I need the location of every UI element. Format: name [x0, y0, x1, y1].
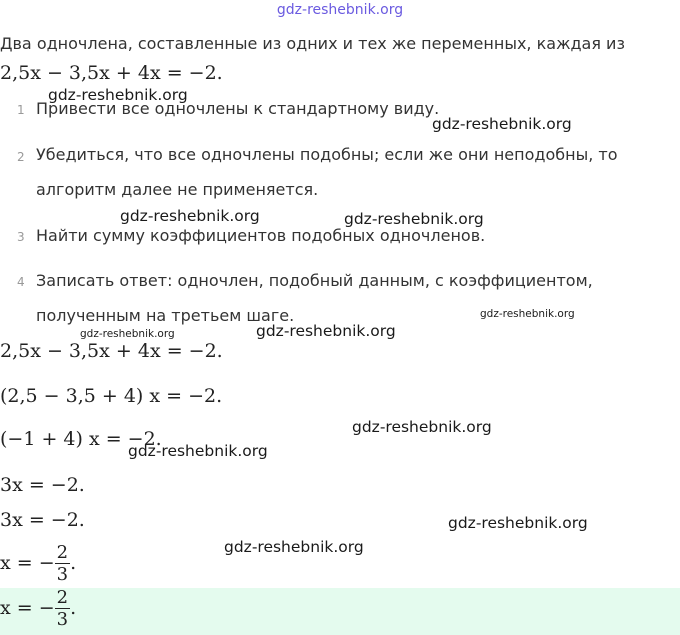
- step-number: 4: [17, 275, 25, 289]
- answer-line: [0, 589, 76, 629]
- answer-highlight: [0, 588, 680, 635]
- intro-text: Два одночлена, составленные из одних и тех же переменных, каждая из: [0, 34, 625, 53]
- solution-line: (2,5 − 3,5 + 4) x = −2.: [0, 385, 223, 407]
- fraction-prefix: x = −: [0, 552, 55, 574]
- solution-line: (−1 + 4) x = −2.: [0, 428, 162, 450]
- answer-prefix: x = −: [0, 597, 55, 619]
- watermark: gdz-reshebnik.org: [224, 538, 364, 556]
- watermark: gdz-reshebnik.org: [344, 210, 484, 228]
- watermark: gdz-reshebnik.org: [448, 514, 588, 532]
- solution-line: 3x = −2.: [0, 509, 85, 531]
- answer-numerator: 2: [56, 587, 69, 608]
- step-number: 2: [17, 150, 25, 164]
- watermark: gdz-reshebnik.org: [352, 418, 492, 436]
- header-watermark[interactable]: gdz-reshebnik.org: [276, 2, 404, 18]
- step-text-continued: полученным на третьем шаге.: [36, 306, 295, 325]
- watermark: gdz-reshebnik.org: [120, 207, 260, 225]
- watermark: gdz-reshebnik.org: [48, 86, 188, 104]
- answer-denominator: 3: [56, 609, 69, 630]
- step-text: Убедиться, что все одночлены подобны; если же они неподобны, то: [36, 145, 618, 164]
- fraction-suffix: .: [70, 552, 77, 574]
- intro-equation: 2,5x − 3,5x + 4x = −2.: [0, 62, 223, 84]
- fraction-denominator: 3: [56, 564, 69, 585]
- step-number: 1: [17, 103, 25, 117]
- fraction-numerator: 2: [56, 542, 69, 563]
- watermark: gdz-reshebnik.org: [128, 442, 268, 460]
- watermark: gdz-reshebnik.org: [80, 328, 175, 340]
- step-text-continued: алгоритм далее не применяется.: [36, 180, 319, 199]
- step-number: 3: [17, 230, 25, 244]
- answer-suffix: .: [70, 597, 77, 619]
- answer-fraction: [55, 589, 70, 629]
- step-text: Привести все одночлены к стандартному виду.: [36, 99, 440, 118]
- step-text: Записать ответ: одночлен, подобный данным, с коэффициентом,: [36, 271, 593, 290]
- watermark: gdz-reshebnik.org: [480, 308, 575, 320]
- solution-fraction-line: [0, 544, 76, 584]
- watermark: gdz-reshebnik.org: [432, 115, 572, 133]
- fraction: [55, 544, 70, 584]
- step-text: Найти сумму коэффициентов подобных одночленов.: [36, 226, 486, 245]
- solution-line: 3x = −2.: [0, 474, 85, 496]
- solution-line: 2,5x − 3,5x + 4x = −2.: [0, 340, 223, 362]
- watermark: gdz-reshebnik.org: [256, 322, 396, 340]
